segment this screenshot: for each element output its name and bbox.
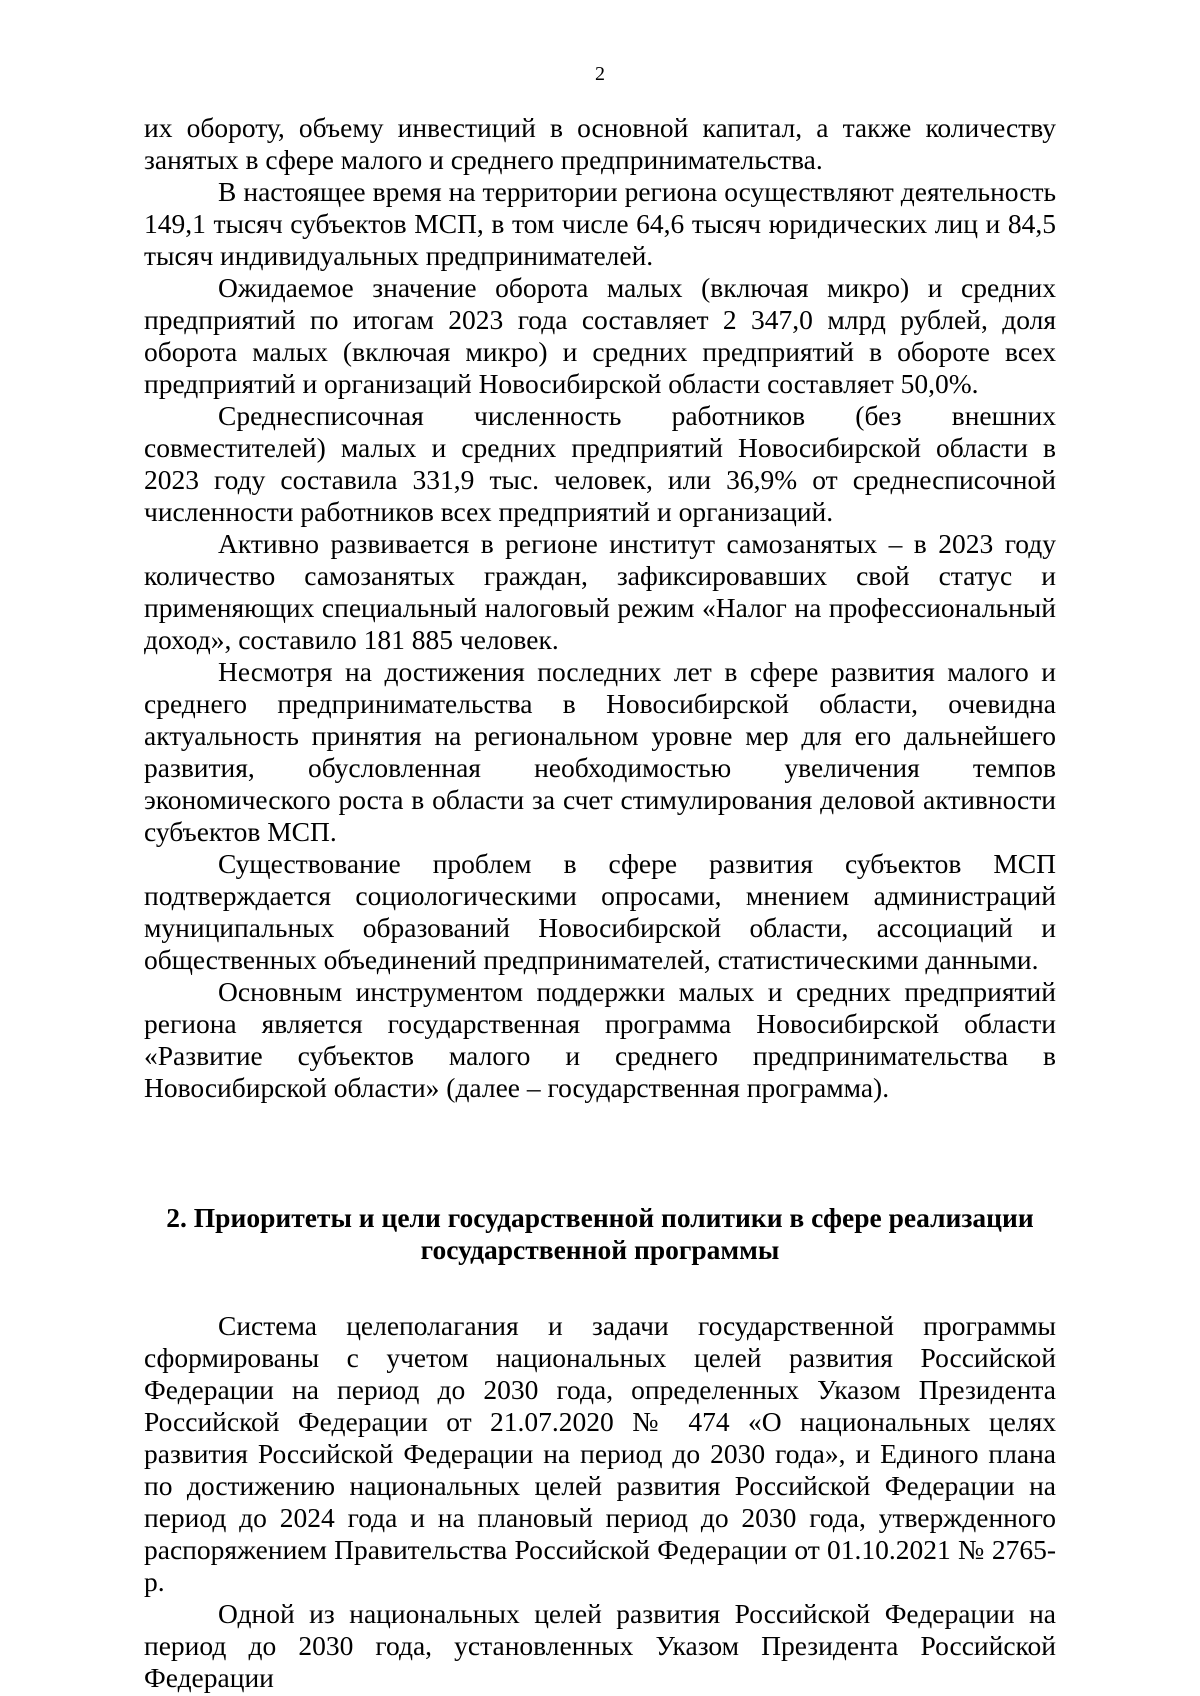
section-heading-line-1: 2. Приоритеты и цели государственной политики в сфере реализации	[166, 1202, 1034, 1233]
paragraph-msp-count: В настоящее время на территории региона осуществляют деятельность 149,1 тысяч субъектов МСП, в том числе 64,6 тысяч юридических лиц и 84,5 тысяч индивидуальных предпринимателей.	[144, 176, 1056, 271]
paragraph-employment: Среднесписочная численность работников (без внешних совместителей) малых и средних предприятий Новосибирской области в 2023 году составила 331,9 тыс. человек, или 36,9% от среднесписочной численности работников всех предприятий и организаций.	[144, 400, 1056, 527]
section-heading-line-2: государственной программы	[420, 1234, 780, 1265]
paragraph-relevance: Несмотря на достижения последних лет в сфере развития малого и среднего предпринимательства в Новосибирской области, очевидна актуальность принятия на региональном уровне мер для его дальнейшего развития, обусловленная необходимостью увеличения темпов экономического роста в области за счет стимулирования деловой активности субъектов МСП.	[144, 656, 1056, 847]
document-body	[144, 112, 1056, 1694]
paragraph-goal-setting: Система целеполагания и задачи государственной программы сформированы с учетом национальных целей развития Российской Федерации на период до 2030 года, определенных Указом Президента Российской Федерации от 21.07.2020 № 474 «О национальных целях развития Российской Федерации на период до 2030 года», и Единого плана по достижению национальных целей развития Российской Федерации на период до 2024 года и на плановый период до 2030 года, утвержденного распоряжением Правительства Российской Федерации от 01.10.2021 № 2765-р.	[144, 1310, 1056, 1597]
paragraph-main-instrument: Основным инструментом поддержки малых и средних предприятий региона является государственная программа Новосибирской области «Развитие субъектов малого и среднего предпринимательства в Новосибирской области» (далее – государственная программа).	[144, 976, 1056, 1103]
paragraph-problems: Существование проблем в сфере развития субъектов МСП подтверждается социологическими опросами, мнением администраций муниципальных образований Новосибирской области, ассоциаций и общественных объединений предпринимателей, статистическими данными.	[144, 848, 1056, 975]
paragraph-turnover: Ожидаемое значение оборота малых (включая микро) и средних предприятий по итогам 2023 года составляет 2 347,0 млрд рублей, доля оборота малых (включая микро) и средних предприятий в обороте всех предприятий и организаций Новосибирской области составляет 50,0%.	[144, 272, 1056, 399]
page-number: 2	[595, 63, 605, 85]
section-heading	[144, 1202, 1056, 1266]
paragraph-self-employed: Активно развивается в регионе институт самозанятых – в 2023 году количество самозанятых граждан, зафиксировавших свой статус и применяющих специальный налоговый режим «Налог на профессиональный доход», составило 181 885 человек.	[144, 528, 1056, 655]
paragraph-continuation: их обороту, объему инвестиций в основной капитал, а также количеству занятых в сфере малого и среднего предпринимательства.	[144, 112, 1056, 175]
paragraph-national-goals: Одной из национальных целей развития Российской Федерации на период до 2030 года, установленных Указом Президента Российской Федерации	[144, 1598, 1056, 1693]
